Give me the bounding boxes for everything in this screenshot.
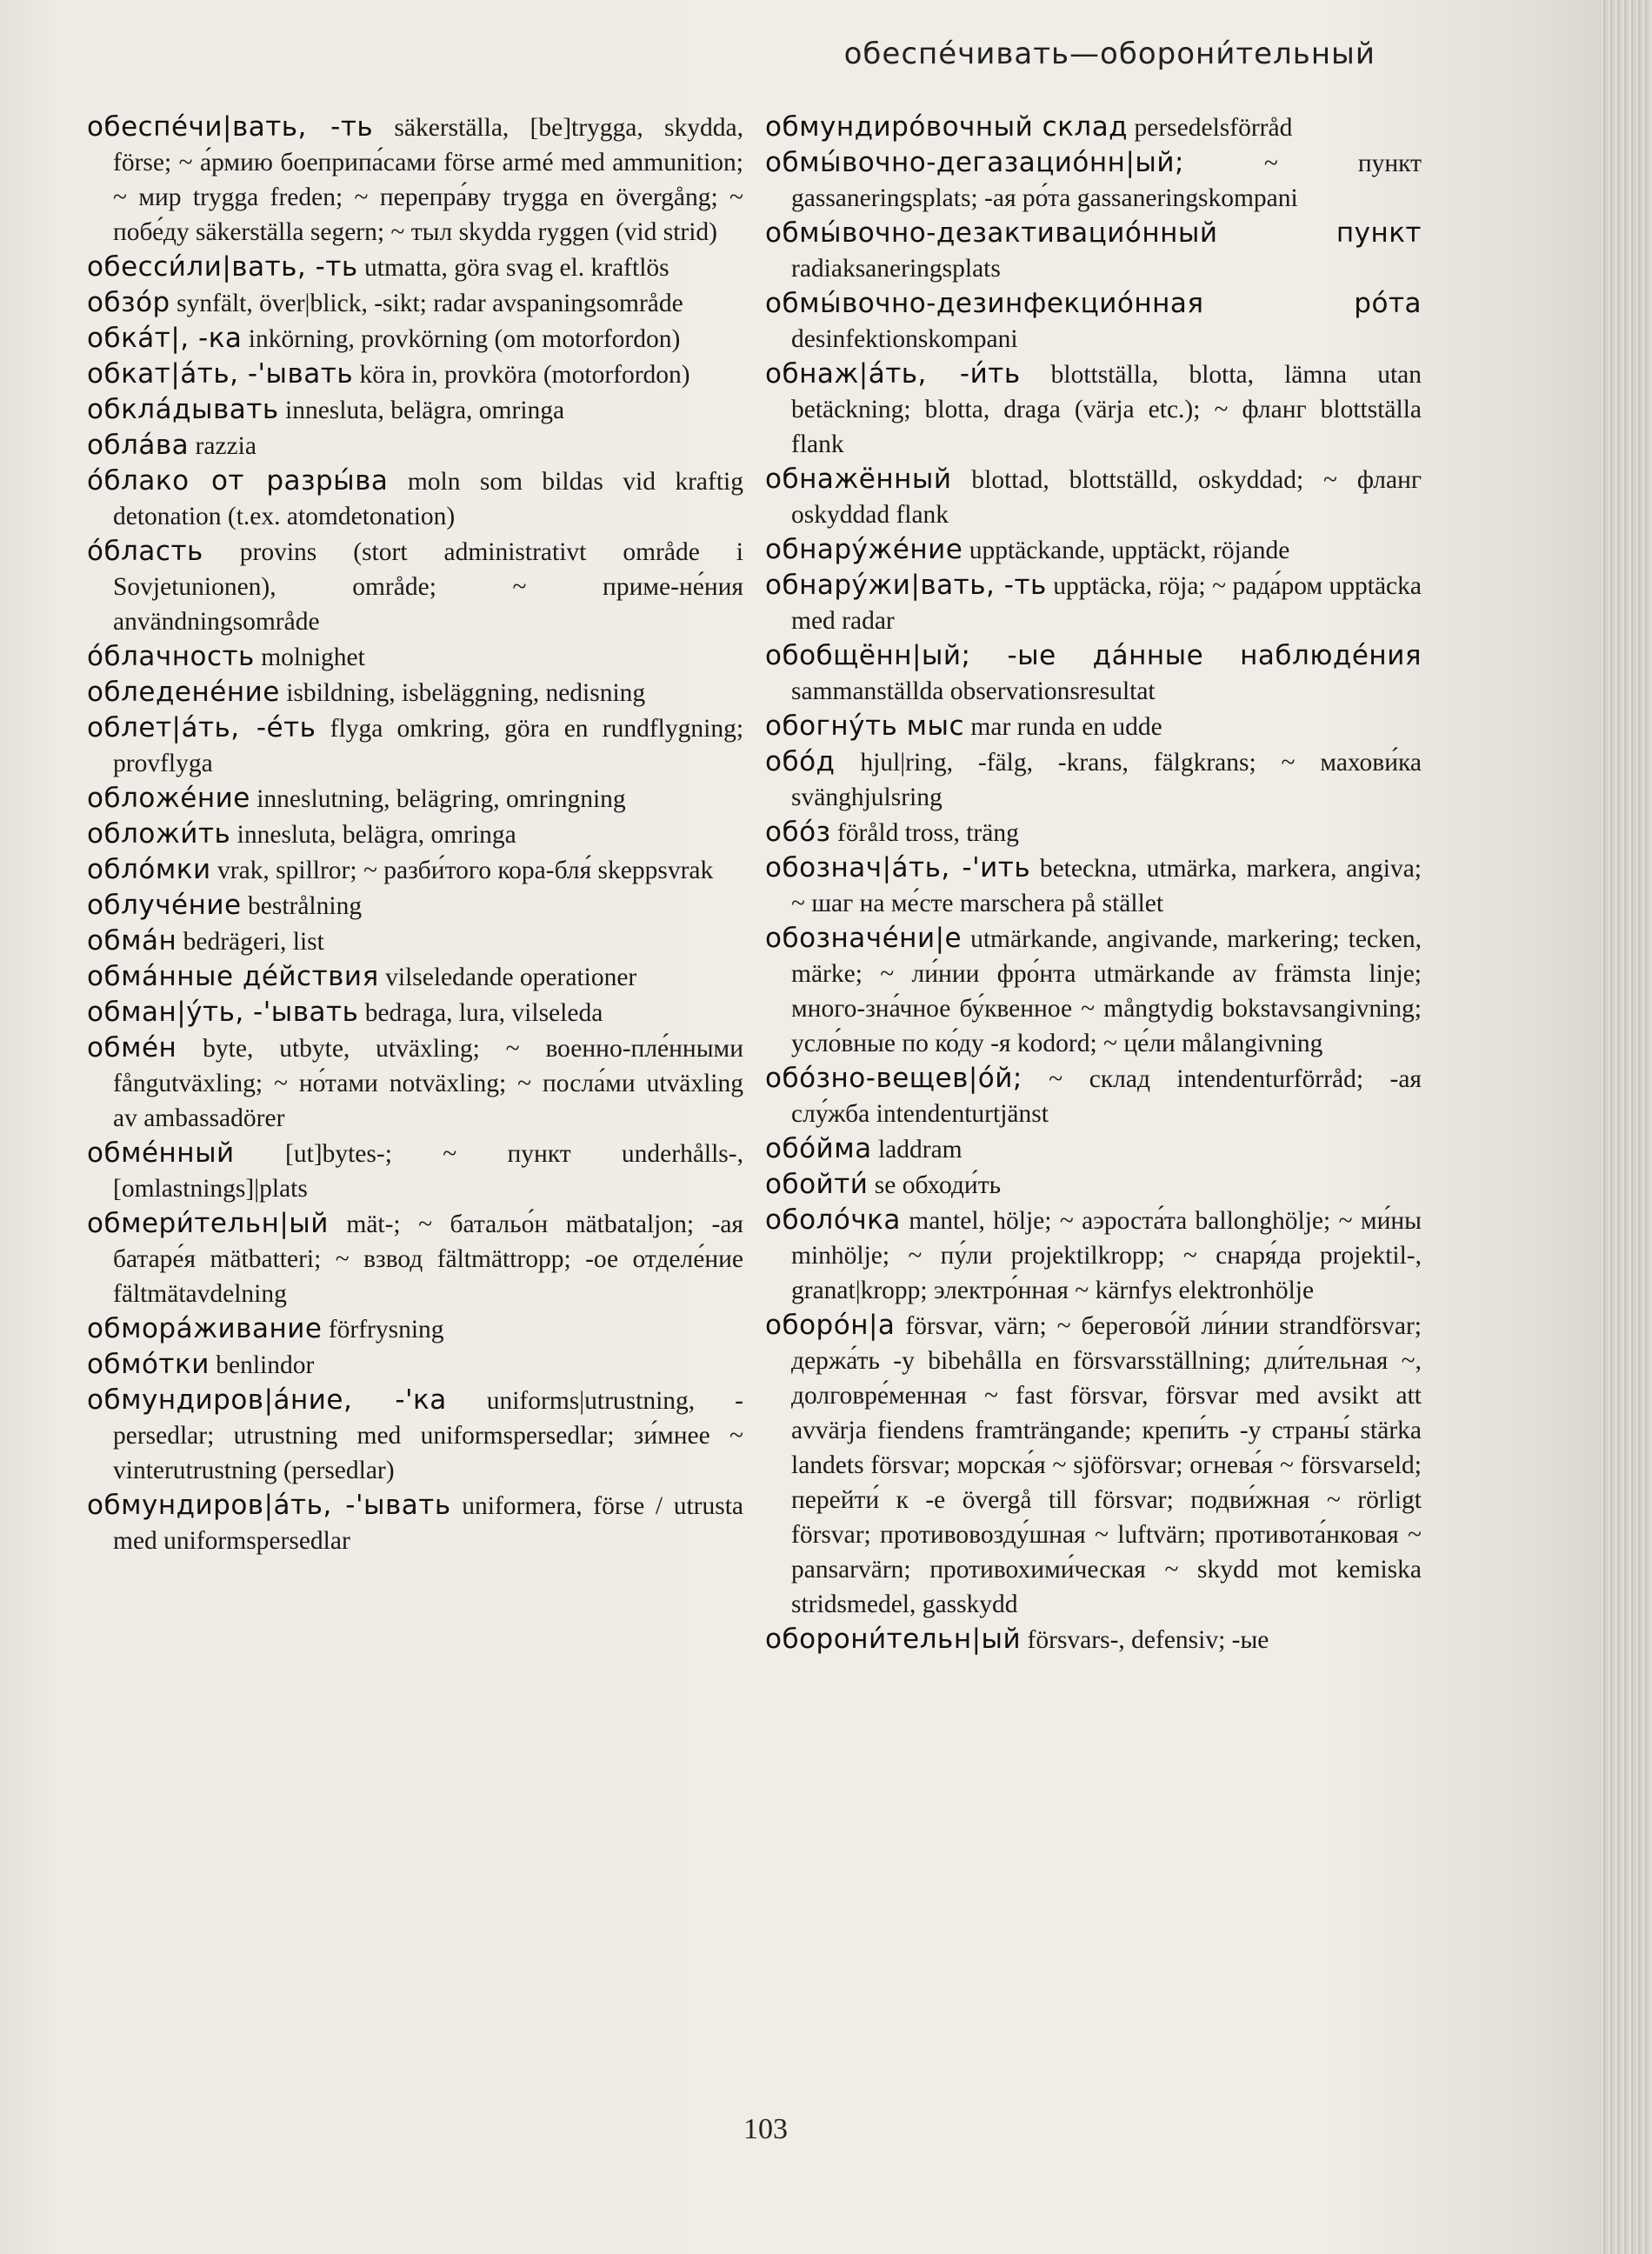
left-column: [87, 110, 743, 1558]
entry-headword: обман|у́ть, -'ывать: [87, 997, 359, 1028]
entry-headword: обма́нные де́йствия: [87, 961, 379, 992]
dictionary-entry: [87, 817, 743, 852]
entry-definition: molnighet: [254, 644, 365, 671]
entry-definition: ~ пункт gassaneringsplats; -ая ро́та gassaneringskompani: [791, 150, 1422, 212]
entry-definition: radiaksaneringsplats: [791, 255, 1001, 283]
dictionary-entry: [765, 815, 1422, 850]
entry-headword: обкат|а́ть, -'ывать: [87, 358, 354, 390]
dictionary-entry: [765, 1308, 1422, 1622]
entry-definition: bestrålning: [241, 892, 363, 920]
entry-definition: laddram: [871, 1136, 963, 1164]
entry-headword: обмы́вочно-дегазацио́нн|ый;: [765, 147, 1184, 178]
dictionary-entry: [87, 888, 743, 924]
entry-headword: оборо́н|а: [765, 1310, 896, 1341]
entry-headword: обла́ва: [87, 430, 190, 461]
dictionary-entry: [87, 1488, 743, 1558]
entry-definition: upptäckande, upptäckt, röjande: [963, 537, 1290, 564]
right-column: [765, 110, 1422, 1657]
dictionary-entry: [87, 1030, 743, 1136]
dictionary-entry: [765, 357, 1422, 462]
dictionary-entry: [87, 285, 743, 321]
dictionary-entry: [765, 1131, 1422, 1167]
entry-definition: mantel, hölje; ~ аэроста́та ballonghölje; ~ ми́ны minhölje; ~ пу́ли projektilkropp; ~ снаря́да projektil-, granat|kropp; электро́нная ~ kärnfys elektronhölje: [791, 1207, 1422, 1304]
dictionary-entry: [87, 321, 743, 357]
running-head: обеспе́чивать—оборони́тельный: [843, 37, 1376, 71]
entry-definition: köra in, provköra (motorfordon): [353, 361, 690, 389]
entry-definition: ~ склад intendenturförråd; -ая слу́жба intendenturtjänst: [791, 1065, 1422, 1128]
dictionary-entry: [87, 995, 743, 1030]
entry-headword: облуче́ние: [87, 890, 242, 921]
entry-headword: обо́з: [765, 817, 831, 848]
entry-headword: обо́йма: [765, 1133, 872, 1164]
entry-headword: обнару́же́ние: [765, 534, 963, 565]
entry-headword: обеспе́чи|вать, -ть: [87, 111, 374, 143]
entry-definition: bedrägeri, list: [177, 928, 324, 956]
entry-definition: säkerställa, [be]trygga, skydda, förse; ~ а́рмию боеприпа́сами förse armé med ammunition; ~ мир trygga freden; ~ перепра́ву trygga en övergång; ~ побе́ду säkerställa segern; ~ тыл skydda ryggen (vid strid): [113, 114, 743, 246]
entry-headword: обмо́тки: [87, 1349, 210, 1380]
entry-headword: обмери́тельн|ый: [87, 1208, 329, 1239]
dictionary-entry: [87, 675, 743, 710]
entry-headword: обнажённый: [765, 463, 952, 495]
entry-definition: se обходи́ть: [868, 1171, 1002, 1199]
dictionary-entry: [765, 744, 1422, 815]
entry-definition: förfrysning: [322, 1316, 444, 1344]
entry-definition: beteckna, utmärka, markera, angiva; ~ шаг на ме́сте marschera på stället: [791, 855, 1422, 917]
dictionary-entry: [765, 145, 1422, 216]
dictionary-entry: [87, 357, 743, 392]
entry-definition: hjul|ring, -fälg, -krans, fälgkrans; ~ махови́ка svänghjulsring: [791, 749, 1422, 811]
dictionary-entry: [87, 1383, 743, 1488]
dictionary-entry: [87, 781, 743, 817]
dictionary-entry: [765, 638, 1422, 709]
entry-definition: uniforms|utrustning, -persedlar; utrustning med uniformspersedlar; зи́мнее ~ vinterutrustning (persedlar): [113, 1387, 743, 1484]
dictionary-entry: [87, 463, 743, 534]
dictionary-entry: [765, 110, 1422, 145]
dictionary-entry: [87, 852, 743, 888]
entry-definition: inkörning, provkörning (om motorfordon): [242, 325, 681, 353]
entry-definition: föråld tross, träng: [830, 819, 1019, 847]
dictionary-entry: [87, 428, 743, 463]
entry-headword: обложе́ние: [87, 783, 250, 814]
entry-definition: byte, utbyte, utväxling; ~ военно-пле́нными fångutväxling; ~ но́тами notväxling; ~ посла́ми utväxling av ambassadörer: [113, 1035, 743, 1132]
entry-headword: обме́нный: [87, 1137, 235, 1169]
dictionary-entry: [87, 534, 743, 639]
entry-definition: bedraga, lura, vilseleda: [358, 999, 603, 1027]
entry-headword: обогну́ть мыс: [765, 710, 965, 742]
dictionary-entry: [87, 639, 743, 675]
page-number: 103: [743, 2113, 788, 2145]
dictionary-entry: [87, 1136, 743, 1206]
dictionary-entry: [765, 1167, 1422, 1203]
dictionary-entry: [765, 1203, 1422, 1308]
dictionary-entry: [87, 1311, 743, 1347]
dictionary-entry: [87, 710, 743, 781]
entry-definition: desinfektionskompani: [791, 325, 1018, 353]
entry-definition: moln som bildas vid kraftig detonation (t.ex. atomdetonation): [113, 468, 743, 530]
entry-headword: обме́н: [87, 1032, 177, 1064]
entry-definition: blottställa, blotta, lämna utan betäckning; blotta, draga (värja etc.); ~ фланг blottställa flank: [791, 361, 1422, 458]
entry-definition: isbildning, isbeläggning, nedisning: [279, 679, 646, 707]
entry-headword: обкла́дывать: [87, 394, 279, 425]
dictionary-entry: [87, 924, 743, 959]
entry-headword: обка́т|, -ка: [87, 323, 243, 354]
dictionary-entry: [87, 110, 743, 250]
entry-headword: обнару́жи|вать, -ть: [765, 570, 1047, 601]
dictionary-entry: [765, 216, 1422, 286]
entry-definition: provins (stort administrativt område i Sovjetunionen), område; ~ приме-не́ния användningsområde: [113, 538, 743, 636]
dictionary-entry: [765, 568, 1422, 638]
entry-definition: utmärkande, angivande, markering; tecken, märke; ~ ли́нии фро́нта utmärkande av främsta linje; много-зна́чное бу́квенное ~ mångtydig bokstavsangivning; усло́вные по ко́ду -я kodord; ~ це́ли målangivning: [791, 925, 1422, 1057]
entry-headword: обло́мки: [87, 854, 211, 885]
entry-definition: försvars-, defensiv; -ые: [1021, 1626, 1269, 1654]
entry-definition: sammanställda observationsresultat: [791, 677, 1156, 705]
entry-headword: обобщённ|ый; -ые да́нные наблюде́ния: [765, 640, 1422, 671]
entry-headword: обмы́вочно-дезактивацио́нный пункт: [765, 217, 1422, 249]
entry-headword: облет|а́ть, -е́ть: [87, 712, 316, 744]
entry-headword: обмундиров|а́ние, -'ка: [87, 1384, 447, 1416]
entry-definition: försvar, värn; ~ берегово́й ли́нии strandförsvar; держа́ть -у bibehålla en försvarsställning; дли́тельная ~, долговре́менная ~ fast försvar, försvar med avsikt att avvärja fiendens framträngande; крепи́ть -у страны́ stärka landets försvar; морска́я ~ sjöförsvar; огнева́я ~ försvarseld; перейти́ к -е övergå till försvar; подви́жная ~ rörligt försvar; противовозду́шная ~ luftvärn; противота́нковая ~ pansarvärn; противохими́ческая ~ skydd mot kemiska stridsmedel, gasskydd: [791, 1312, 1422, 1618]
entry-headword: обмы́вочно-дезинфекцио́нная ро́та: [765, 288, 1422, 319]
entry-definition: inneslutning, belägring, omringning: [250, 785, 626, 813]
dictionary-entry: [765, 709, 1422, 744]
entry-headword: обнаж|а́ть, -и́ть: [765, 358, 1021, 390]
dictionary-entry: [765, 462, 1422, 532]
entry-headword: обмора́живание: [87, 1313, 323, 1344]
entry-definition: flyga omkring, göra en rundflygning; provflyga: [113, 715, 744, 777]
entry-headword: обесси́ли|вать, -ть: [87, 251, 358, 283]
entry-definition: persedelsförråd: [1128, 114, 1293, 142]
entry-definition: mät-; ~ батальо́н mätbataljon; -ая батаре́я mätbatteri; ~ взвод fältmättropp; -ое отделе́ние fältmätavdelning: [113, 1210, 743, 1308]
entry-headword: обледене́ние: [87, 677, 280, 708]
dictionary-entry: [765, 286, 1422, 357]
entry-headword: обознач|а́ть, -'ить: [765, 852, 1031, 884]
entry-headword: обложи́ть: [87, 818, 231, 850]
entry-definition: uniformera, förse / utrusta med uniformspersedlar: [113, 1492, 743, 1555]
dictionary-entry: [765, 850, 1422, 921]
entry-definition: upptäcka, röja; ~ рада́ром upptäcka med radar: [791, 572, 1422, 635]
entry-headword: обо́зно-вещев|о́й;: [765, 1063, 1023, 1094]
entry-headword: о́бласть: [87, 536, 203, 567]
dictionary-entry: [87, 1347, 743, 1383]
entry-definition: mar runda en udde: [964, 713, 1162, 741]
dictionary-entry: [87, 959, 743, 995]
entry-definition: blottad, blottställd, oskyddad; ~ фланг oskyddad flank: [791, 466, 1422, 529]
entry-definition: vilseledande operationer: [378, 964, 637, 991]
entry-definition: razzia: [189, 432, 256, 460]
entry-headword: обма́н: [87, 925, 177, 957]
entry-headword: оборони́тельн|ый: [765, 1624, 1022, 1655]
dictionary-entry: [87, 250, 743, 285]
entry-headword: о́блако от разры́ва: [87, 465, 389, 497]
dictionary-entry: [765, 1061, 1422, 1131]
entry-headword: о́блачность: [87, 641, 255, 672]
entry-headword: обозначе́ни|е: [765, 923, 963, 954]
book-spine-edge: [1600, 0, 1652, 2254]
dictionary-entry: [87, 1206, 743, 1311]
entry-headword: оболо́чка: [765, 1204, 901, 1236]
entry-headword: обзо́р: [87, 287, 170, 318]
entry-definition: benlindor: [209, 1351, 315, 1379]
entry-headword: обойти́: [765, 1169, 869, 1200]
entry-headword: обо́д: [765, 746, 836, 777]
entry-headword: обмундиров|а́ть, -'ывать: [87, 1490, 451, 1521]
entry-definition: vrak, spillror; ~ разби́того кора-бля́ skeppsvrak: [210, 857, 714, 884]
dictionary-entry: [765, 1622, 1422, 1657]
dictionary-entry: [765, 921, 1422, 1061]
dictionary-entry: [765, 532, 1422, 568]
entry-headword: обмундиро́вочный склад: [765, 111, 1129, 143]
entry-definition: [ut]bytes-; ~ пункт underhålls-, [omlastnings]|plats: [113, 1140, 743, 1203]
entry-definition: innesluta, belägra, omringa: [278, 397, 565, 424]
dictionary-entry: [87, 392, 743, 428]
entry-definition: utmatta, göra svag el. kraftlös: [357, 254, 669, 282]
entry-definition: synfält, över|blick, -sikt; radar avspaningsområde: [170, 290, 683, 317]
entry-definition: innesluta, belägra, omringa: [230, 821, 516, 849]
